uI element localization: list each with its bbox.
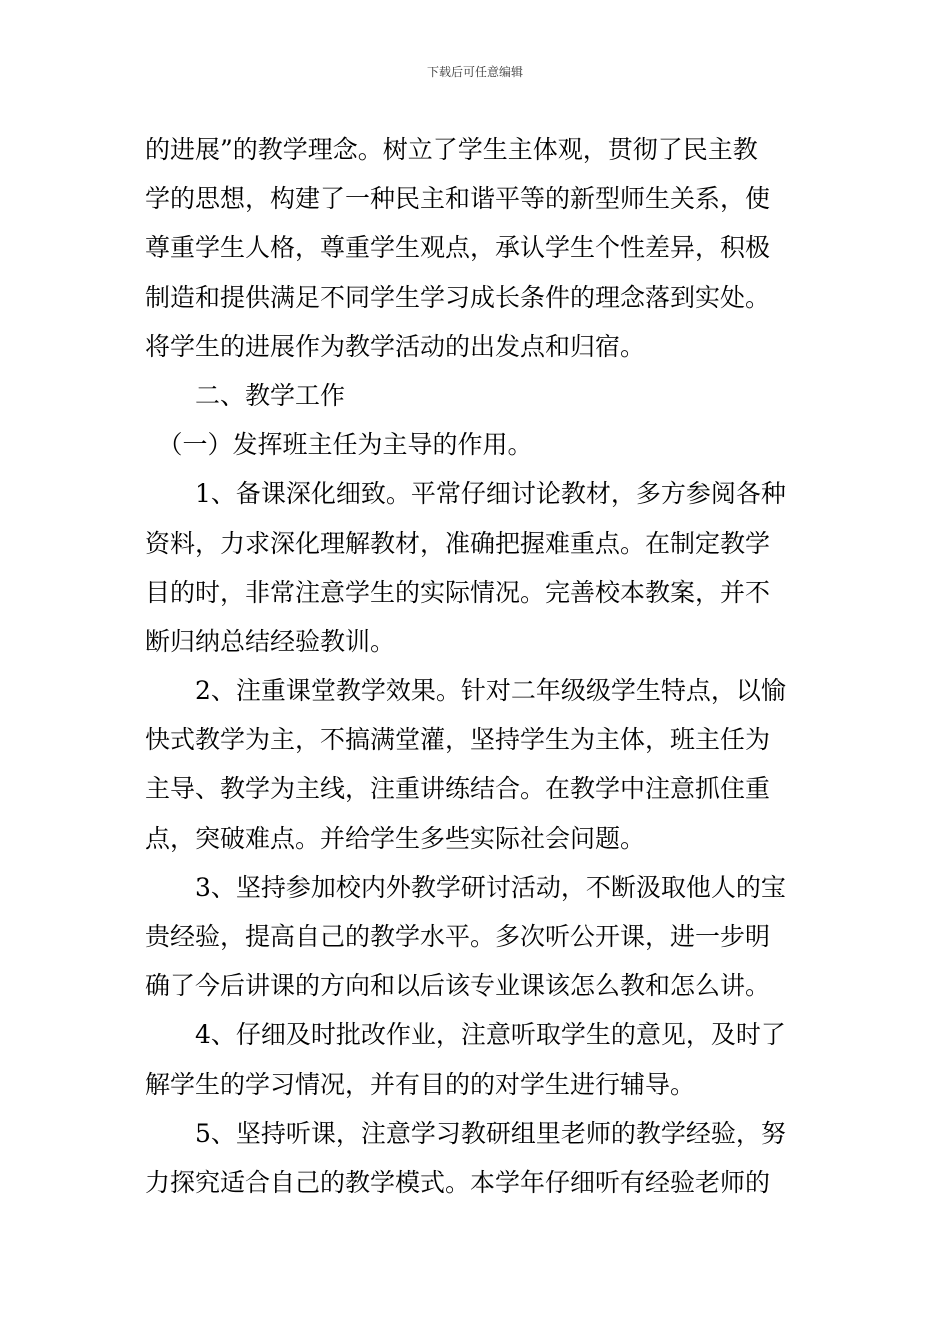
text-line: 主导、教学为主线，注重讲练结合。在教学中注意抓住重 [145, 774, 771, 804]
text-line: 确了今后讲课的方向和以后该专业课该怎么教和怎么讲。 [145, 971, 771, 1001]
text-line: 将学生的进展作为教学活动的出发点和归宿。 [145, 331, 646, 361]
text-line: 2、注重课堂教学效果。针对二年级级学生特点，以愉 [145, 676, 786, 706]
text-line: 的进展”的教学理念。树立了学生主体观，贯彻了民主教 [145, 135, 758, 164]
text-line: 制造和提供满足不同学生学习成长条件的理念落到实处。 [145, 282, 771, 312]
text-line: 快式教学为主，不搞满堂灌，坚持学生为主体，班主任为 [145, 725, 771, 755]
text-line: 学的思想，构建了一种民主和谐平等的新型师生关系，使 [145, 184, 771, 214]
section-heading: 二、教学工作 [145, 380, 346, 410]
text-line: 1、备课深化细致。平常仔细讨论教材，多方参阅各种 [145, 479, 786, 509]
text-line: 5、坚持听课，注意学习教研组里老师的教学经验，努 [145, 1118, 786, 1148]
text-line: 点，突破难点。并给学生多些实际社会问题。 [145, 823, 646, 853]
subsection-heading: （一）发挥班主任为主导的作用。 [145, 430, 533, 460]
text-line: 贵经验，提高自己的教学水平。多次听公开课，进一步明 [145, 922, 771, 951]
text-line: 解学生的学习情况，并有目的的对学生进行辅导。 [145, 1069, 696, 1099]
page-header: 下载后可任意编辑 [426, 65, 523, 79]
text-line: 3、坚持参加校内外教学研讨活动，不断汲取他人的宝 [145, 872, 786, 902]
text-line: 力探究适合自己的教学模式。本学年仔细听有经验老师的 [145, 1167, 771, 1197]
text-line: 目的时，非常注意学生的实际情况。完善校本教案，并不 [145, 577, 771, 607]
text-line: 4、仔细及时批改作业，注意听取学生的意见，及时了 [145, 1020, 786, 1050]
text-line: 资料，力求深化理解教材，准确把握难重点。在制定教学 [145, 528, 771, 558]
document-body [145, 125, 815, 1207]
text-line: 尊重学生人格，尊重学生观点，承认学生个性差异，积极 [145, 233, 771, 263]
text-line: 断归纳总结经验教训。 [145, 626, 396, 656]
